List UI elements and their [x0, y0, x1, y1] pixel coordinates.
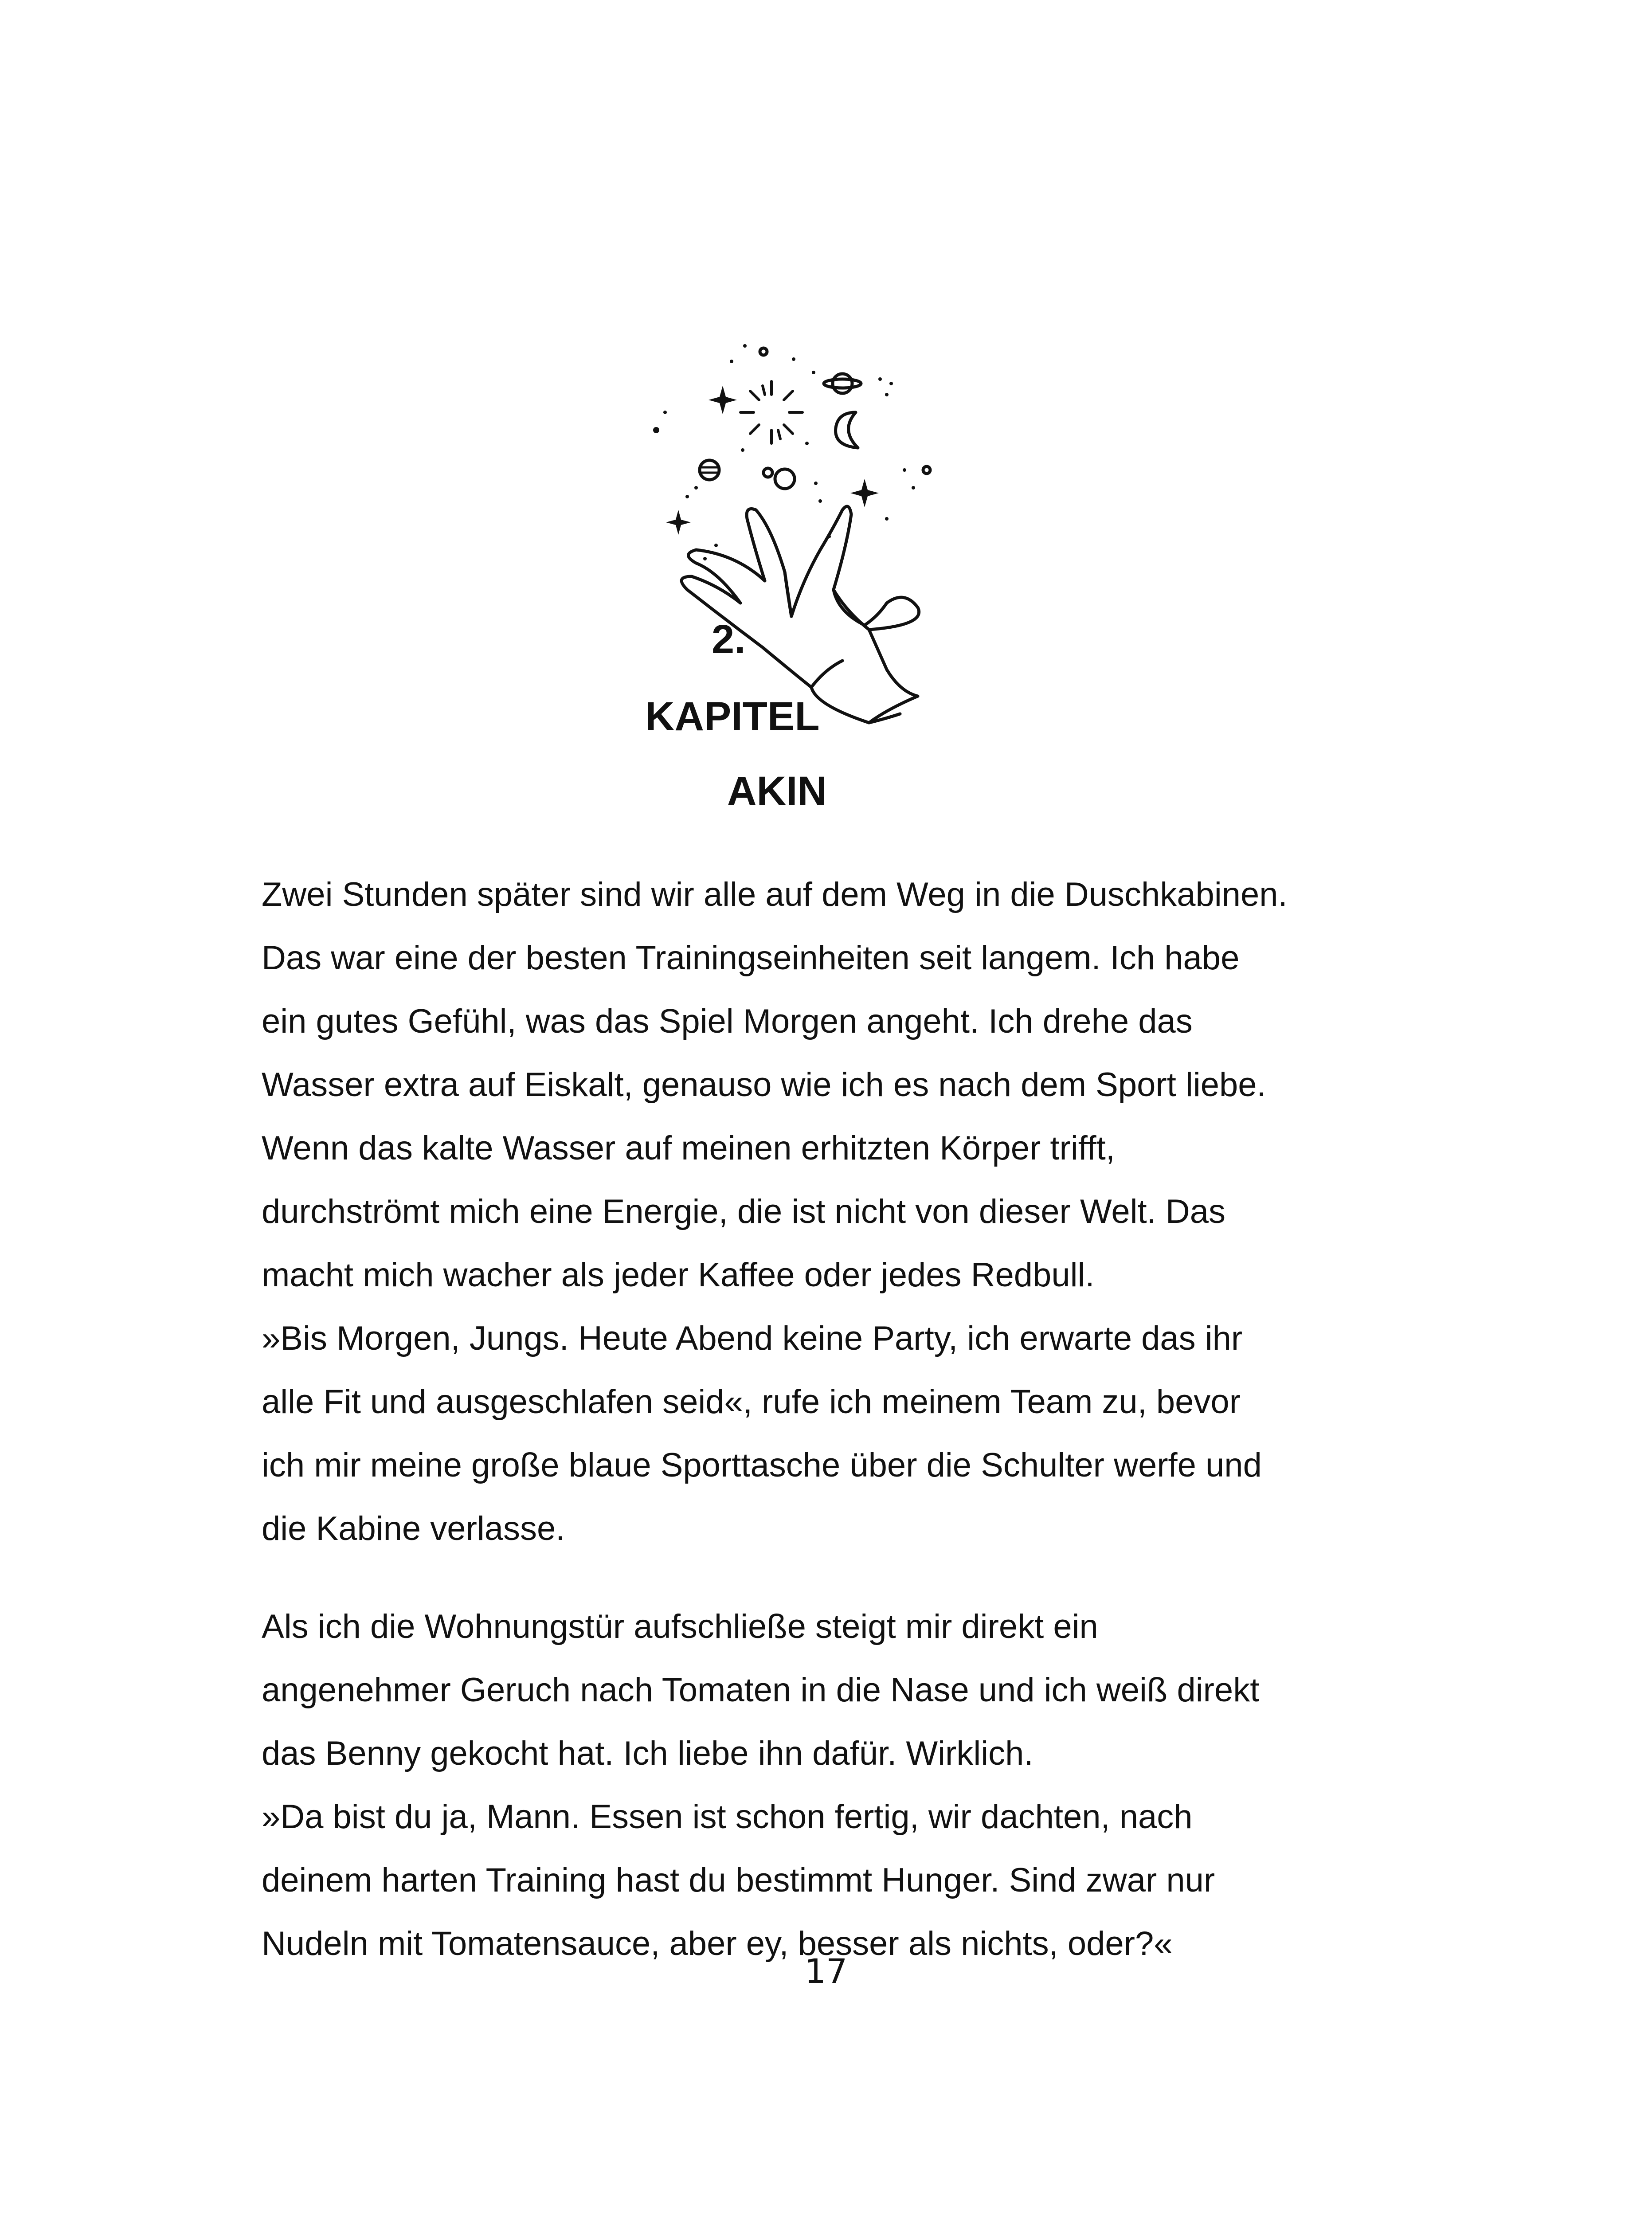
text-line: Wasser extra auf Eiskalt, genauso wie ich es nach dem Sport liebe. — [262, 1066, 1266, 1104]
paragraph-1 — [262, 863, 1414, 1560]
chapter-label: KAPITEL — [645, 694, 820, 739]
text-line: Das war eine der besten Trainingseinheiten seit langem. Ich habe — [262, 939, 1240, 977]
paragraph-2 — [262, 1595, 1414, 1975]
text-line: Nudeln mit Tomatensauce, aber ey, besser als nichts, oder?« — [262, 1925, 1173, 1962]
text-line: deinem harten Training hast du bestimmt Hunger. Sind zwar nur — [262, 1861, 1215, 1899]
text-line: Zwei Stunden später sind wir alle auf dem Weg in die Duschkabinen. — [262, 876, 1288, 913]
text-line: das Benny gekocht hat. Ich liebe ihn dafür. Wirklich. — [262, 1735, 1033, 1772]
chapter-title: AKIN — [727, 768, 827, 814]
text-line: angenehmer Geruch nach Tomaten in die Nase und ich weiß direkt — [262, 1671, 1260, 1709]
text-line: alle Fit und ausgeschlafen seid«, rufe ich meinem Team zu, bevor — [262, 1383, 1241, 1421]
page-number: 17 — [804, 1951, 848, 1991]
text-line: die Kabine verlasse. — [262, 1510, 565, 1547]
text-line: durchströmt mich eine Energie, die ist nicht von dieser Welt. Das — [262, 1193, 1225, 1230]
text-line: »Da bist du ja, Mann. Essen ist schon fertig, wir dachten, nach — [262, 1798, 1193, 1836]
text-line: Wenn das kalte Wasser auf meinen erhitzten Körper trifft, — [262, 1129, 1115, 1167]
text-line: Als ich die Wohnungstür aufschließe steigt mir direkt ein — [262, 1608, 1098, 1645]
chapter-number: 2. — [712, 617, 746, 662]
text-line: macht mich wacher als jeder Kaffee oder jedes Redbull. — [262, 1256, 1095, 1294]
text-line: »Bis Morgen, Jungs. Heute Abend keine Party, ich erwarte das ihr — [262, 1320, 1243, 1357]
text-line: ich mir meine große blaue Sporttasche über die Schulter werfe und — [262, 1446, 1262, 1484]
text-line: ein gutes Gefühl, was das Spiel Morgen angeht. Ich drehe das — [262, 1003, 1193, 1040]
hand-with-stars-and-planets-icon — [638, 341, 975, 740]
